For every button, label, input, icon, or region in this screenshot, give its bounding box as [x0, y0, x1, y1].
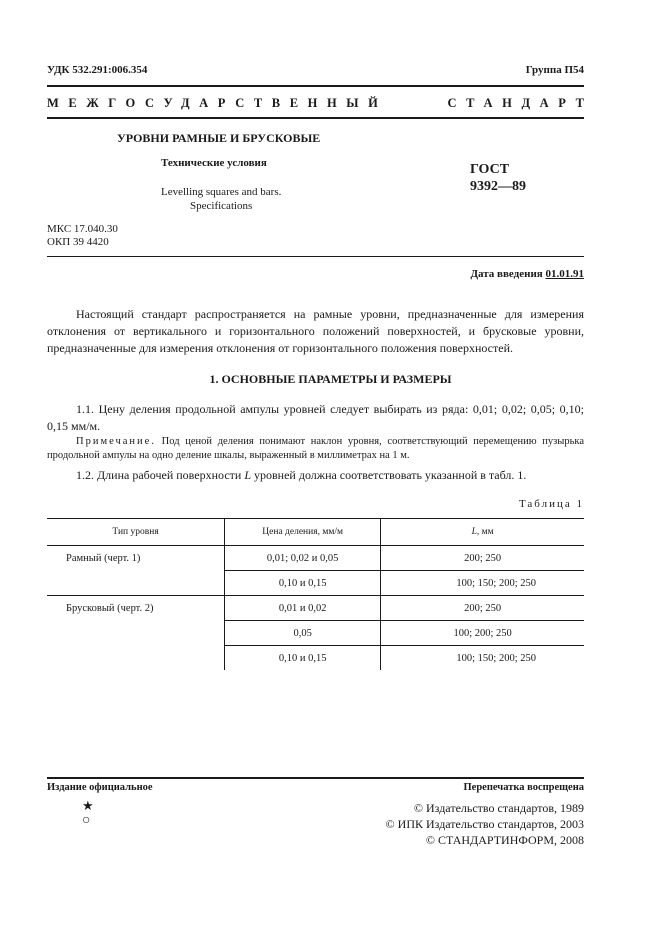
cell-division: 0,10 и 0,15 — [225, 571, 381, 596]
length-variable: L — [244, 468, 251, 482]
table-row — [47, 571, 584, 596]
header-type: Тип уровня — [47, 519, 225, 546]
english-title — [161, 185, 281, 213]
cell-division: 0,10 и 0,15 — [225, 646, 381, 671]
english-title-line1: Levelling squares and bars. — [161, 186, 282, 198]
note-paragraph — [47, 435, 584, 463]
table-row — [47, 546, 584, 571]
english-title-line2: Specifications — [190, 200, 253, 212]
cell-type — [47, 646, 225, 671]
copyright-line: © СТАНДАРТИНФОРМ, 2008 — [425, 833, 584, 847]
header-length — [381, 519, 584, 546]
cell-division: 0,01; 0,02 и 0,05 — [225, 546, 381, 571]
cell-division: 0,05 — [225, 621, 381, 646]
udk-code: УДК 532.291:006.354 — [47, 64, 148, 76]
banner-rule — [47, 117, 584, 119]
star-icon: ★ — [82, 798, 94, 813]
intro-date-value: 01.01.91 — [545, 268, 584, 280]
cell-type — [47, 571, 225, 596]
mks-code: МКС 17.040.30 — [47, 223, 118, 235]
table-row — [47, 646, 584, 671]
cell-division: 0,01 и 0,02 — [225, 596, 381, 621]
header-length-var: L — [471, 527, 477, 537]
copyright-block — [386, 800, 584, 848]
cell-type: Рамный (черт. 1) — [66, 552, 141, 564]
copyright-line: © ИПК Издательство стандартов, 2003 — [385, 817, 584, 831]
clause-1-2 — [47, 467, 584, 484]
note-label: Примечание. — [76, 436, 156, 447]
cell-length: 100; 150; 200; 250 — [381, 646, 584, 671]
gost-number: 9392—89 — [470, 179, 526, 194]
classification-codes — [47, 223, 118, 249]
banner-left: МЕЖГОСУДАРСТВЕННЫЙ — [47, 96, 388, 110]
cell-length: 200; 250 — [381, 546, 584, 571]
intro-date-label: Дата введения — [470, 268, 543, 280]
okp-code: ОКП 39 4420 — [47, 236, 109, 248]
cell-type: Брусковый (черт. 2) — [66, 602, 154, 614]
cell-length: 200; 250 — [381, 596, 584, 621]
header-rule — [47, 85, 584, 87]
gost-label: ГОСТ — [470, 162, 510, 177]
parameters-table — [47, 518, 584, 670]
header-length-unit: , мм — [476, 527, 494, 537]
document-title: УРОВНИ РАМНЫЕ И БРУСКОВЫЕ — [117, 131, 321, 145]
clause-1-2-text: 1.2. Длина рабочей поверхности — [76, 468, 245, 482]
note-text: Под ценой деления понимают наклон уровня, соответствующий перемещению пузырька продольной ампулы на одно деление шкалы, выраженный в миллиметрах на 1 м. — [47, 436, 584, 461]
circle-icon: ○ — [82, 813, 91, 828]
gost-designation — [470, 161, 526, 195]
banner-right: СТАНДАРТ — [447, 96, 594, 110]
official-edition: Издание официальное — [47, 782, 153, 793]
clause-1-1: 1.1. Цену деления продольной ампулы уровней следует выбирать из ряда: 0,01; 0,02; 0,05; 0,10; 0,15 мм/м. — [47, 402, 584, 433]
cell-length: 100; 150; 200; 250 — [381, 571, 584, 596]
table-caption: Таблица 1 — [518, 498, 584, 510]
copyright-line: © Издательство стандартов, 1989 — [413, 801, 584, 815]
section-heading: 1. ОСНОВНЫЕ ПАРАМЕТРЫ И РАЗМЕРЫ — [209, 372, 452, 386]
group-code: Группа П54 — [525, 64, 584, 76]
document-subtitle: Технические условия — [161, 157, 267, 169]
intro-paragraph: Настоящий стандарт распространяется на рамные уровни, предназначенные для измерения отклонения от вертикального и горизонтального положений поверхностей, и брусковые уровни, предназначенные для измерения отклонения от горизонтального положения поверхностей. — [47, 307, 584, 355]
reprint-prohibited: Перепечатка воспрещена — [463, 782, 584, 793]
cell-type — [47, 621, 225, 646]
intro-date — [470, 268, 584, 280]
table-row — [47, 621, 584, 646]
table-header-row — [47, 519, 584, 546]
footer-rule — [47, 777, 584, 779]
table-row — [47, 596, 584, 621]
clause-1-2-text-end: уровней должна соответствовать указанной в табл. 1. — [251, 468, 527, 482]
header-division: Цена деления, мм/м — [225, 519, 381, 546]
codes-rule — [47, 256, 584, 257]
cell-length: 100; 200; 250 — [381, 621, 584, 646]
